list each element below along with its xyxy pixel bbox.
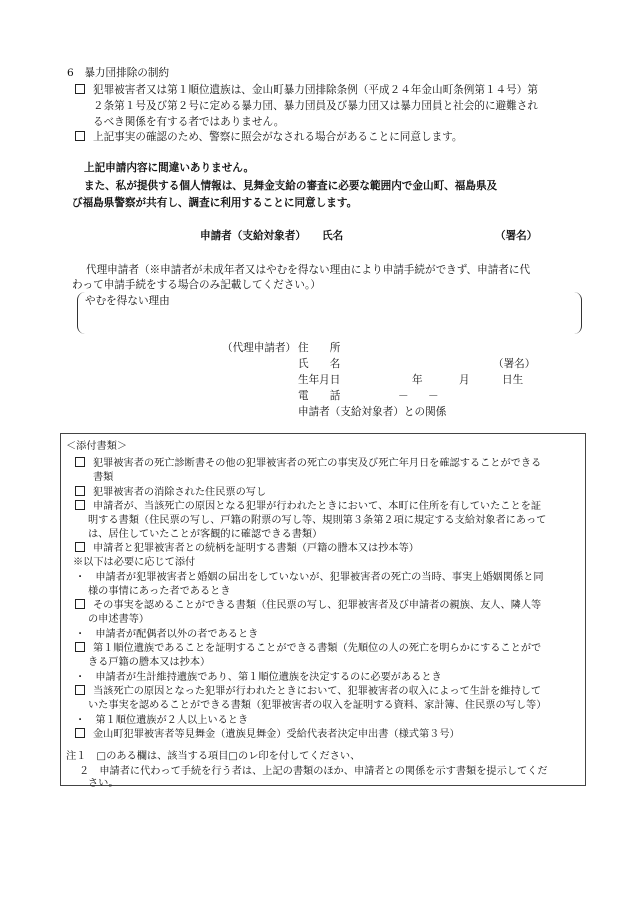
- checkbox[interactable]: [75, 457, 85, 467]
- applicant-name-label: 氏名: [322, 230, 344, 242]
- attachment-text: 当該死亡の原因となった犯罪が行われたときにおいて、犯罪被害者の収入によって生計を維持して: [93, 686, 542, 697]
- condition-bullet: ・ 申請者が配偶者以外の者であるとき: [75, 629, 259, 640]
- attachment-item: [75, 542, 419, 556]
- attachment-text-line: きる戸籍の謄本又は抄本）: [88, 657, 211, 668]
- section6-item-1: [75, 83, 538, 98]
- month-label: 月: [459, 374, 470, 386]
- name-label: 氏 名: [298, 358, 341, 370]
- attachment-text: 第１順位遺族であることを証明することができる書類（先順位の人の死亡を明らかにすることがで: [93, 643, 542, 654]
- birth-label: 生年月日: [298, 374, 341, 386]
- declaration-line: 上記申請内容に間違いありません。: [84, 162, 255, 174]
- attachments-note: ※以下は必要に応じて添付: [73, 557, 196, 568]
- reason-label: やむを得ない理由: [85, 295, 170, 307]
- attachment-text-line: の申述書等）: [88, 614, 150, 625]
- attachment-text-line: 明する書類（住民票の写し、戸籍の附票の写し等、規則第３条第２項に規定する支給対象者にあって: [88, 515, 547, 526]
- item-text-line: るべき関係を有する者ではありません。: [93, 116, 285, 128]
- applicant-label: 申請者（支給対象者）: [200, 230, 306, 242]
- checkbox[interactable]: [75, 131, 85, 141]
- attachment-text: 犯罪被害者の消除された住民票の写し: [93, 487, 267, 498]
- section6-item-2: [75, 130, 463, 145]
- attachment-text: その事実を認めることができる書類（住民票の写し、犯罪被害者及び申請者の親族、友人、隣人等: [93, 600, 542, 611]
- attachment-item: [75, 685, 541, 699]
- condition-bullet-line: 様の事情にあった者であるとき: [88, 586, 231, 597]
- attachments-heading: ＜添付書類＞: [66, 441, 128, 452]
- checkbox[interactable]: [75, 486, 85, 496]
- checkbox[interactable]: [75, 500, 85, 510]
- attachment-item: [75, 486, 266, 500]
- attachment-text: 申請者と犯罪被害者との続柄を証明する書類（戸籍の謄本又は抄本等）: [93, 543, 419, 554]
- agent-label: （代理申請者）: [222, 342, 297, 354]
- applicant-signature-label: （署名）: [495, 230, 538, 242]
- agent-intro: わって申請手続をする場合のみ記載してください。）: [72, 279, 321, 291]
- attachment-text: 犯罪被害者の死亡診断書その他の犯罪被害者の死亡の事実及び死亡年月日を確認することができる: [93, 458, 542, 469]
- checkbox[interactable]: [75, 599, 85, 609]
- item-text-line: ２条第１号及び第２号に定める暴力団、暴力団員及び暴力団又は暴力団員と社会的に避難され: [93, 100, 538, 112]
- attachment-text: 申請者が、当該死亡の原因となる犯罪が行われたときにおいて、本町に住所を有していたことを証: [93, 501, 542, 512]
- attachment-text-line: いた事実を認めることができる書類（犯罪被害者の収入を証明する資料、家計簿、住民票の写し等）: [88, 700, 547, 711]
- agent-intro: 代理申請者（※申請者が未成年者又はやむを得ない理由により申請手続ができず、申請者に代: [86, 264, 531, 276]
- declaration-line: また、私が提供する個人情報は、見舞金支給の審査に必要な範囲内で金山町、福島県及: [84, 180, 498, 192]
- condition-bullet: ・ 第１順位遺族が２人以上いるとき: [75, 715, 249, 726]
- condition-bullet: ・ 申請者が犯罪被害者と婚姻の届出をしていないが、犯罪被害者の死亡の当時、事実上婚姻関係と同: [75, 572, 544, 583]
- footnote: 注１ □のある欄は、該当する項目□のレ印を付してください、: [66, 751, 361, 762]
- section-heading: 6 暴力団排除の制約: [67, 67, 170, 79]
- checkbox[interactable]: [75, 685, 85, 695]
- relation-label: 申請者（支給対象者）との関係: [298, 406, 447, 418]
- item-text: 犯罪被害者又は第１順位遺族は、金山町暴力団排除条例（平成２４年金山町条例第１４号）第: [93, 84, 538, 96]
- footnote-line: さい。: [88, 778, 119, 789]
- address-label: 住 所: [298, 342, 341, 354]
- checkbox[interactable]: [75, 84, 85, 94]
- year-label: 年: [412, 374, 423, 386]
- checkbox[interactable]: [75, 728, 85, 738]
- condition-bullet: ・ 申請者が生計維持遺族であり、第１順位遺族を決定するのに必要があるとき: [75, 672, 442, 683]
- attachment-item: [75, 642, 541, 656]
- declaration-line: び福島県警察が共有し、調査に利用することに同意します。: [72, 197, 358, 209]
- agent-signature-label: （署名）: [493, 358, 536, 370]
- item-text: 上記事実の確認のため、警察に照会がなされる場合があることに同意します。: [93, 131, 463, 143]
- phone-label: 電 話: [298, 390, 341, 402]
- checkbox[interactable]: [75, 542, 85, 552]
- attachment-text: 金山町犯罪被害者等見舞金（遺族見舞金）受給代表者決定申出書（様式第３号）: [93, 729, 460, 740]
- attachment-item: [75, 500, 541, 514]
- day-label: 日生: [502, 374, 524, 386]
- checkbox[interactable]: [75, 642, 85, 652]
- attachment-item: [75, 599, 541, 613]
- attachment-item: [75, 728, 460, 742]
- footnote: ２ 申請者に代わって手続を行う者は、上記の書類のほか、申請者との関係を示す書類を提示してくだ: [79, 766, 548, 777]
- phone-dash: －: [428, 390, 439, 402]
- attachment-text-line: 書類: [93, 472, 114, 483]
- attachment-item: [75, 457, 541, 471]
- phone-dash: －: [398, 390, 409, 402]
- attachment-text-line: は、居住していたことが客観的に確認できる書類）: [88, 529, 323, 540]
